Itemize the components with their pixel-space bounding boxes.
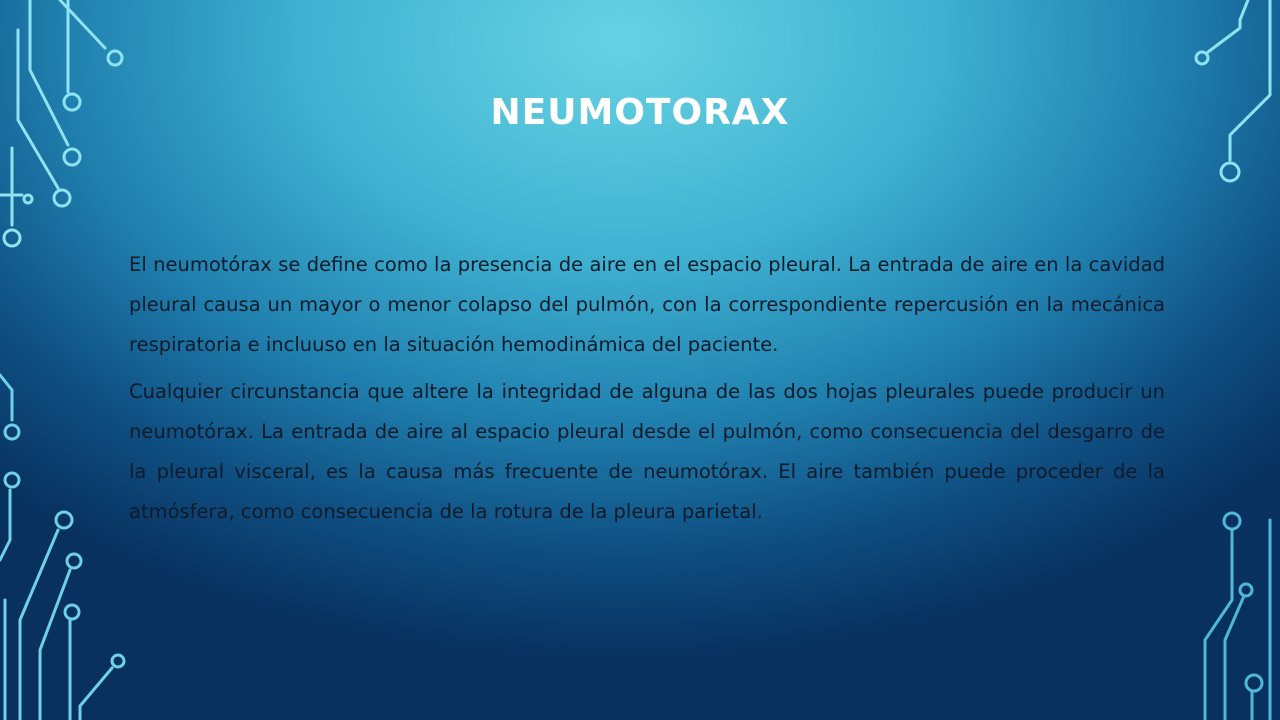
circuit-bottom-right [1205, 513, 1270, 720]
circuit-line [80, 668, 112, 720]
circuit-line [1208, 0, 1248, 52]
paragraph-1: El neumotórax se define como la presencia de aire en el espacio pleural. La entrada de aire en la cavidad pleural causa un mayor o menor colapso del pulmón, con la correspondiente repercusión en la mecánica respiratoria e incluuso en la situación hemodinámica del paciente. [129, 253, 1165, 356]
circuit-bottom-left [0, 375, 124, 720]
circuit-line [1225, 596, 1244, 720]
slide-title: NEUMOTORAX [490, 92, 790, 133]
circuit-node [108, 51, 122, 65]
circuit-node [4, 230, 20, 246]
circuit-node [64, 149, 80, 165]
circuit-line [0, 375, 12, 420]
circuit-node [5, 425, 19, 439]
circuit-node [1240, 584, 1252, 596]
circuit-node [1196, 52, 1208, 64]
circuit-node [24, 195, 32, 203]
circuit-node [67, 554, 81, 568]
circuit-node [5, 473, 19, 487]
slide-body [129, 245, 1165, 539]
circuit-line [40, 570, 70, 720]
circuit-line [1205, 530, 1232, 720]
paragraph-2: Cualquier circunstancia que altere la integridad de alguna de las dos hojas pleurales puede producir un neumotórax. La entrada de aire al espacio pleural desde el pulmón, como consecuencia del desgarro de la pleural visceral, es la causa más frecuente de neumotórax. El aire también puede proceder de la atmósfera, como consecuencia de la rotura de la pleura parietal. [129, 380, 1165, 523]
circuit-node [56, 512, 72, 528]
circuit-node [112, 655, 124, 667]
circuit-line [1230, 0, 1270, 160]
circuit-line [0, 490, 10, 560]
circuit-top-right [1196, 0, 1270, 181]
circuit-node [54, 190, 70, 206]
circuit-node [1246, 675, 1262, 691]
circuit-node [1221, 163, 1239, 181]
circuit-node [1224, 513, 1240, 529]
circuit-node [65, 605, 79, 619]
